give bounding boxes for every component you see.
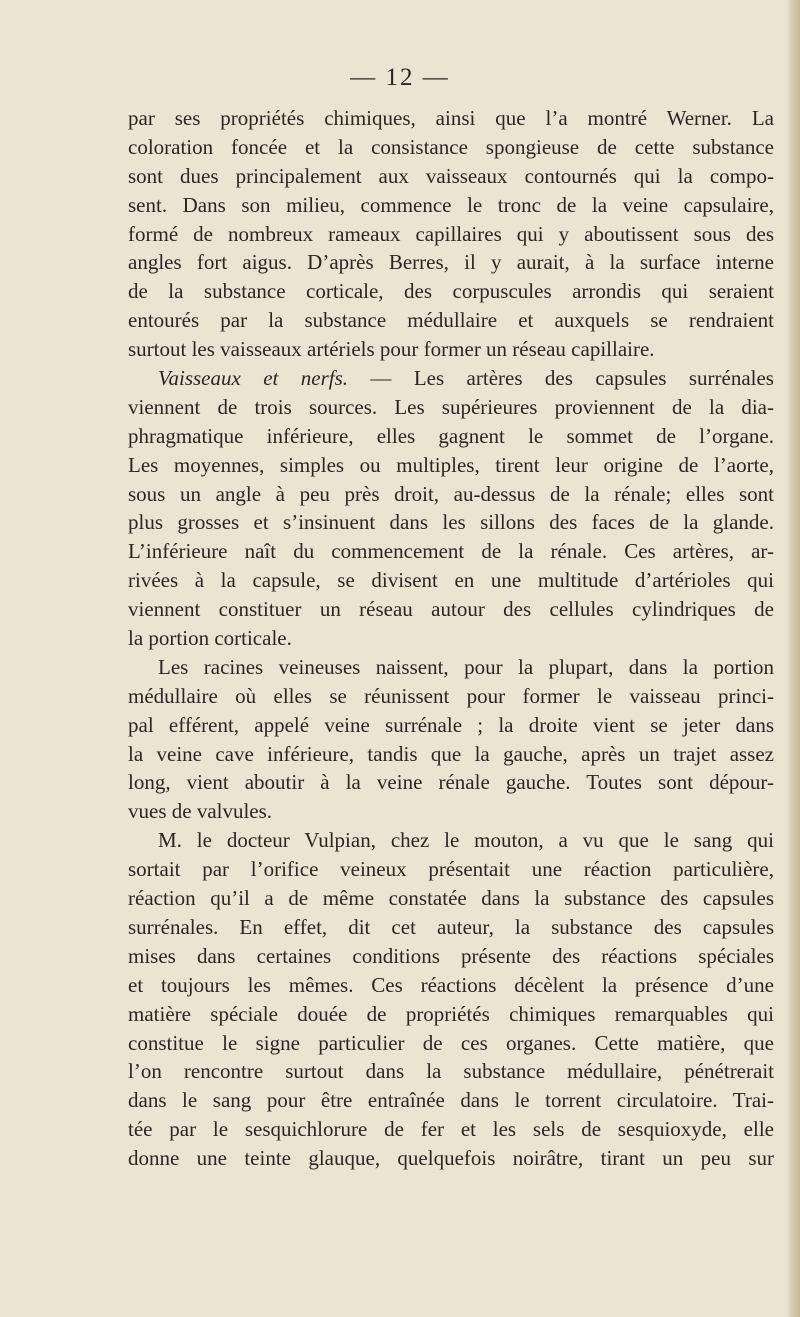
text-line: dans le sang pour être entraînée dans le torrent circulatoire. Trai- [128, 1088, 774, 1113]
text-line: la veine cave inférieure, tandis que la gauche, après un trajet assez [128, 741, 774, 766]
text-line: médullaire où elles se réunissent pour former le vaisseau princi- [128, 683, 774, 708]
text-line: constitue le signe particulier de ces organes. Cette matière, que [128, 1030, 774, 1055]
text-line: sortait par l’orifice veineux présentait une réaction particulière, [128, 857, 774, 882]
section-heading: Vaisseaux et nerfs. [158, 366, 349, 391]
text-line: vues de valvules. [128, 799, 273, 824]
text-line: angles fort aigus. D’après Berres, il y aurait, à la surface interne [128, 250, 774, 275]
text-line: Les racines veineuses naissent, pour la plupart, dans la portion [158, 654, 774, 679]
text-line: rivées à la capsule, se divisent en une multitude d’artérioles qui [128, 568, 774, 593]
text-line: coloration foncée et la consistance spongieuse de cette substance [128, 134, 774, 159]
text-line: sont dues principalement aux vaisseaux contournés qui la compo- [128, 163, 774, 188]
text-line: formé de nombreux rameaux capillaires qui y aboutissent sous des [128, 221, 774, 246]
text-line: et toujours les mêmes. Ces réactions décèlent la présence d’une [128, 972, 774, 997]
text-line: viennent constituer un réseau autour des cellules cylindriques de [128, 597, 774, 622]
text-line: long, vient aboutir à la veine rénale gauche. Toutes sont dépour- [128, 770, 774, 795]
text-line: sous un angle à peu près droit, au-dessus de la rénale; elles sont [128, 481, 774, 506]
text-line: par ses propriétés chimiques, ainsi que l’a montré Werner. La [128, 106, 774, 130]
section-heading-line: Vaisseaux et nerfs. — Les artères des capsules surrénales [158, 366, 774, 391]
page-edge [786, 0, 800, 1317]
text-line: viennent de trois sources. Les supérieures proviennent de la dia- [128, 394, 774, 419]
body-text [128, 104, 774, 1173]
text-line: matière spéciale douée de propriétés chimiques remarquables qui [128, 1001, 774, 1026]
text-line: de la substance corticale, des corpuscules arrondis qui seraient [128, 279, 774, 304]
text-line: donne une teinte glauque, quelquefois noirâtre, tirant un peu sur [128, 1146, 774, 1171]
text-line: M. le docteur Vulpian, chez le mouton, a vu que le sang qui [158, 828, 774, 853]
text-line: phragmatique inférieure, elles gagnent le sommet de l’organe. [128, 423, 774, 448]
text-line: la portion corticale. [128, 626, 292, 651]
text-line: sent. Dans son milieu, commence le tronc de la veine capsulaire, [128, 192, 774, 217]
text-line: mises dans certaines conditions présente des réactions spéciales [128, 943, 774, 968]
text-line: l’on rencontre surtout dans la substance médullaire, pénétrerait [128, 1059, 774, 1084]
text-line: pal efférent, appelé veine surrénale ; la droite vient se jeter dans [128, 712, 774, 737]
page-number: — 12 — [350, 64, 450, 91]
text-line: entourés par la substance médullaire et auxquels se rendraient [128, 308, 774, 333]
text-line: surtout les vaisseaux artériels pour former un réseau capillaire. [128, 337, 655, 362]
text-line: Les moyennes, simples ou multiples, tirent leur origine de l’aorte, [128, 452, 774, 477]
text-line: plus grosses et s’insinuent dans les sillons des faces de la glande. [128, 510, 774, 535]
text-line: L’inférieure naît du commencement de la rénale. Ces artères, ar- [128, 539, 774, 564]
text-line: réaction qu’il a de même constatée dans la substance des capsules [128, 886, 774, 911]
text-line: surrénales. En effet, dit cet auteur, la substance des capsules [128, 914, 774, 939]
text-line: tée par le sesquichlorure de fer et les sels de sesquioxyde, elle [128, 1117, 774, 1142]
